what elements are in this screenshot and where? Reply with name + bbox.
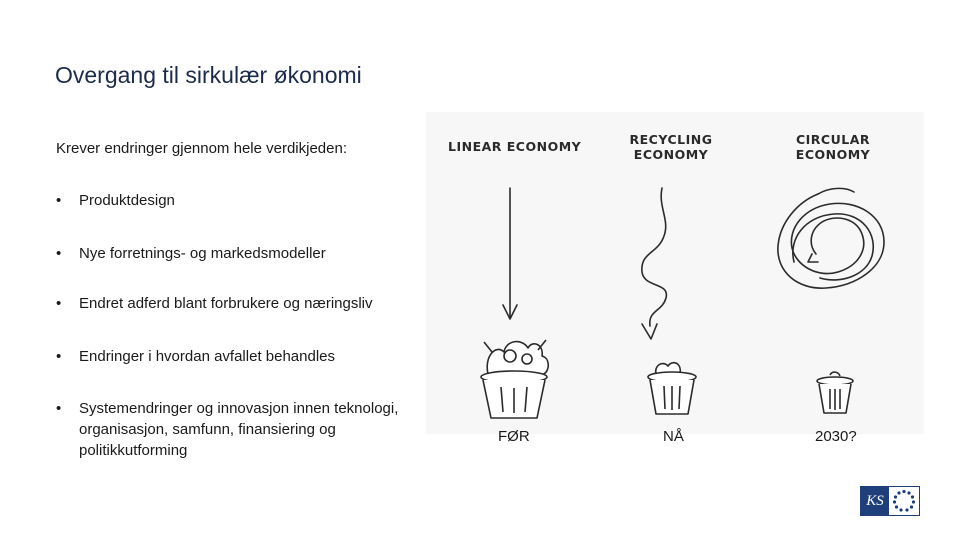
bullet-item [56, 293, 426, 314]
phase-label-now: NÅ [663, 428, 684, 445]
small-trash-bin-icon [817, 372, 853, 413]
bullet-item [56, 346, 426, 367]
recycling-arrow-icon [642, 188, 667, 326]
bullet-text: Systemendringer og innovasjon innen teknologi, organisasjon, samfunn, finansiering og politikkutforming [79, 400, 399, 459]
bullet-text: Endringer i hvordan avfallet behandles [79, 348, 336, 365]
bullet-text: Nye forretnings- og markedsmodeller [79, 245, 326, 262]
circular-heading-line: ECONOMY [795, 147, 871, 162]
ks-emblem-icon [892, 489, 916, 513]
circular-spiral-icon [778, 188, 884, 288]
slide-title: Overgang til sirkulær økonomi [55, 62, 362, 88]
bullet-marker: • [56, 400, 62, 417]
bullet-marker: • [56, 245, 62, 262]
linear-economy-heading: LINEAR ECONOMY [448, 139, 582, 154]
phase-label-before: FØR [498, 428, 530, 445]
economy-sketch [426, 112, 924, 434]
bullet-item [56, 398, 426, 461]
ks-logo-text: KS [861, 487, 889, 515]
full-trash-bin-icon [481, 340, 548, 418]
bullet-marker: • [56, 192, 62, 209]
medium-trash-bin-icon [648, 363, 696, 414]
bullet-marker: • [56, 348, 62, 365]
bullet-item [56, 190, 426, 211]
ks-logo [860, 486, 920, 516]
economy-illustration [426, 112, 924, 434]
recycling-heading-line: ECONOMY [633, 147, 709, 162]
phase-label-2030: 2030? [815, 428, 857, 445]
bullet-marker: • [56, 295, 62, 312]
bullet-text: Endret adferd blant forbrukere og næringsliv [79, 295, 373, 312]
bullet-item [56, 243, 426, 264]
recycling-heading-line: RECYCLING [629, 132, 713, 147]
bullet-text: Produktdesign [79, 192, 175, 209]
slide-subtitle: Krever endringer gjennom hele verdikjeden: [56, 140, 348, 157]
circular-heading-line: CIRCULAR [795, 132, 871, 147]
